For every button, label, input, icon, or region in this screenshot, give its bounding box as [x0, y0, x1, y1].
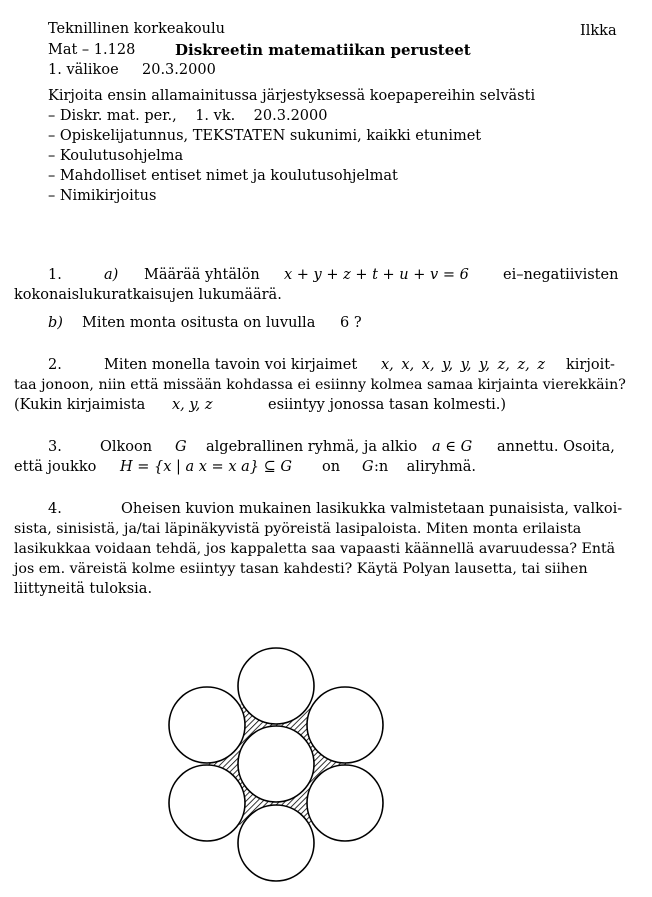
instructions-intro: Kirjoita ensin allamainitussa järjestyksessä koepapereihin selvästi [48, 88, 536, 104]
author-name: Ilkka [580, 23, 617, 39]
problem-1a-text: Määrää yhtälön [144, 267, 260, 283]
glass-piece-upper-left [169, 687, 245, 763]
problem-1b-text: Miten monta ositusta on luvulla [82, 315, 316, 331]
exam-name: 1. välikoe [48, 62, 119, 78]
problem-3-line2-formula: H = {x | a x = x a} ⊆ G [120, 459, 292, 475]
problem-3-line2-G: G [362, 459, 374, 475]
problem-3-number: 3. [48, 439, 62, 455]
problem-2-line1-text: Miten monella tavoin voi kirjaimet [104, 357, 358, 373]
glass-piece-top [238, 648, 314, 724]
problem-4-line: lasikukkaa voidaan tehdä, jos kappaletta saa vapaasti käännellä avaruudessa? Entä [14, 541, 616, 557]
problem-4-line: jos em. väreistä kolme esiintyy tasan kahdesti? Käytä Polyan lausetta, tai siihen [14, 561, 588, 577]
instruction-item: – Mahdolliset entiset nimet ja koulutusohjelmat [48, 168, 398, 184]
instruction-item: – Nimikirjoitus [48, 188, 157, 204]
problem-4-line: Oheisen kuvion mukainen lasikukka valmistetaan punaisista, valkoi- [121, 501, 623, 517]
problem-2-line3-text: (Kukin kirjaimista [14, 397, 146, 413]
glass-piece-lower-left [169, 765, 245, 841]
problem-4-line: sista, sinisistä, ja/tai läpinäkyvistä pyöreistä lasipaloista. Miten monta erilaista [14, 521, 582, 537]
problem-1a-line2: kokonaislukuratkaisujen lukumäärä. [14, 287, 282, 303]
problem-1b-label: b) [48, 315, 63, 331]
instruction-item: – Koulutusohjelma [48, 148, 184, 164]
problem-3-line1-G: G [175, 439, 187, 455]
problem-1a-formula: x + y + z + t + u + v = 6 [284, 267, 469, 283]
problem-2-number: 2. [48, 357, 62, 373]
instruction-item: – Diskr. mat. per., 1. vk. 20.3.2000 [48, 108, 328, 124]
instruction-item: – Opiskelijatunnus, TEKSTATEN sukunimi, kaikki etunimet [48, 128, 482, 144]
problem-2-line3-tail: esiintyy jonossa tasan kolmesti.) [268, 397, 507, 413]
glass-piece-upper-right [307, 687, 383, 763]
problem-1a-label: a) [104, 267, 119, 283]
problem-4-number: 4. [48, 501, 62, 517]
problem-4-line: liittyneitä tuloksia. [14, 581, 153, 597]
problem-3-line2-b: on [322, 459, 341, 475]
problem-1b-formula: 6 ? [340, 315, 362, 331]
university-name: Teknillinen korkeakoulu [48, 21, 225, 37]
glass-piece-center [238, 726, 314, 802]
problem-1a-tail: ei–negatiivisten [503, 267, 619, 283]
problem-2-line3-formula: x, y, z [172, 397, 213, 413]
glass-piece-lower-right [307, 765, 383, 841]
problem-1-number: 1. [48, 267, 62, 283]
problem-3-line1-formula: a ∈ G [432, 439, 473, 455]
problem-3-line1-b: algebrallinen ryhmä, ja alkio [206, 439, 418, 455]
problem-2-line2: taa jonoon, niin että missään kohdassa ei esiinny kolmea samaa kirjainta vierekkäin? [14, 377, 626, 393]
exam-date: 20.3.2000 [142, 62, 216, 78]
course-code: Mat – 1.128 [48, 42, 136, 58]
problem-3-line1-a: Olkoon [100, 439, 153, 455]
course-title: Diskreetin matematiikan perusteet [175, 41, 471, 59]
problem-3-line2-a: että joukko [14, 459, 97, 475]
glass-pieces [169, 648, 383, 881]
problem-3-line1-c: annettu. Osoita, [497, 439, 615, 455]
problem-2-line1-formula: x, x, x, y, y, y, z, z, z [381, 357, 545, 373]
glass-piece-bottom [238, 805, 314, 881]
problem-2-line1-tail: kirjoit- [566, 357, 615, 373]
problem-3-line2-c: :n aliryhmä. [374, 459, 477, 475]
